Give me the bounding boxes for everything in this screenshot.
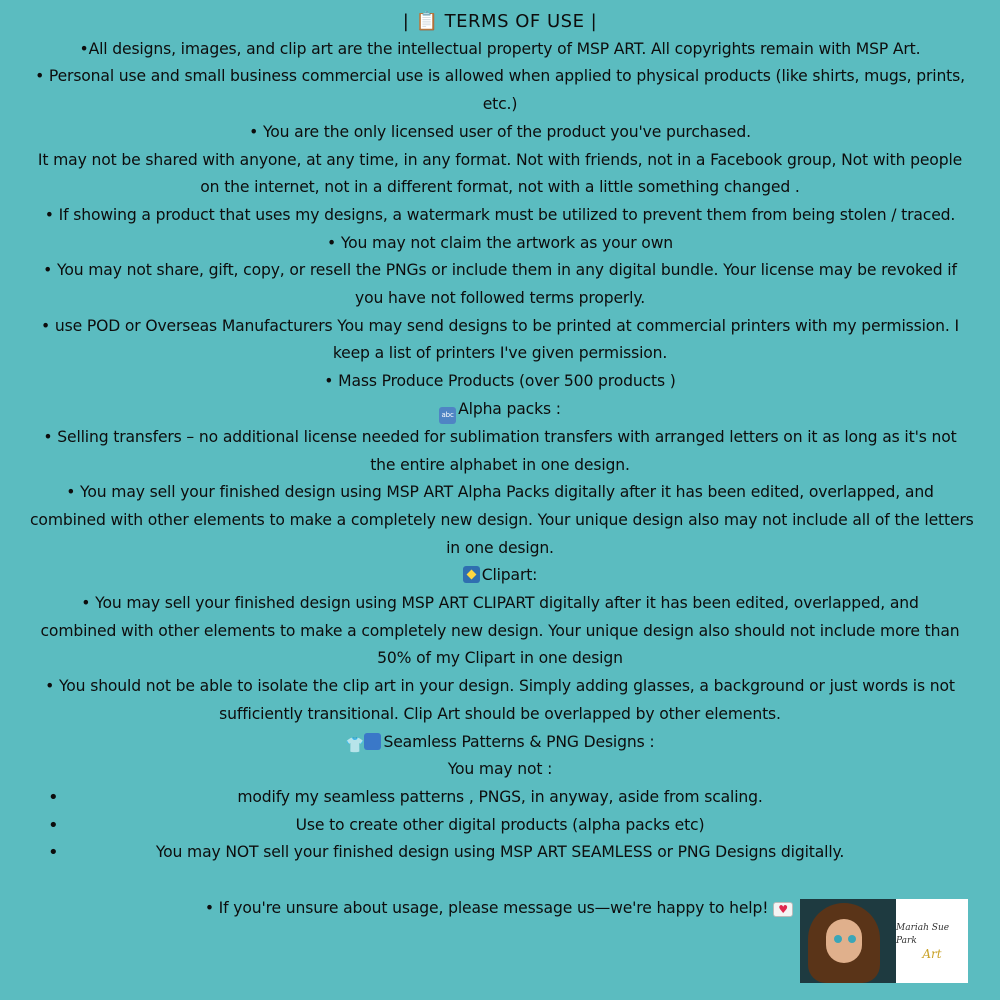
avatar (800, 899, 896, 983)
alpha-line: the entire alphabet in one design. (370, 455, 630, 474)
list-item-text: Use to create other digital products (alpha packs etc) (295, 815, 705, 834)
terms-line: • You are the only licensed user of the product you've purchased. (249, 122, 751, 141)
eye-shape (834, 935, 842, 943)
clipart-line: sufficiently transitional. Clip Art should be overlapped by other elements. (219, 704, 781, 723)
alpha-line: • You may sell your finished design using MSP ART Alpha Packs digitally after it has been edited, overlapped, and (66, 483, 934, 502)
list-item (30, 839, 970, 867)
logo-name: Mariah Sue Park (896, 922, 950, 946)
clipart-section-heading (30, 562, 970, 590)
brand-logo (800, 899, 968, 983)
bullet-glyph: • (48, 814, 59, 836)
list-item-text: You may NOT sell your finished design using MSP ART SEAMLESS or PNG Designs digitally. (155, 843, 845, 862)
alpha-section-heading (30, 396, 970, 424)
list-item-text: modify my seamless patterns , PNGS, in anyway, aside from scaling. (237, 787, 763, 806)
bullet-glyph: • (48, 786, 59, 808)
terms-line: •All designs, images, and clip art are the intellectual property of MSP ART. All copyrights remain with MSP Art. (79, 39, 921, 58)
terms-line: • You may not share, gift, copy, or resell the PNGs or include them in any digital bundle. Your license may be revoked if (43, 261, 957, 280)
terms-line: etc.) (482, 95, 518, 114)
spacer (30, 867, 970, 895)
terms-line: keep a list of printers I've given permission. (332, 344, 668, 363)
clipart-heading: Clipart: (481, 566, 538, 585)
terms-line: • If showing a product that uses my designs, a watermark must be utilized to prevent them from being stolen / traced. (44, 205, 956, 224)
bullet-glyph: • (48, 842, 59, 864)
terms-line: on the internet, not in a different format, not with a little something changed . (200, 178, 800, 197)
alpha-line: • Selling transfers – no additional license needed for sublimation transfers with arranged letters on it as long as it's not (43, 427, 957, 446)
may-not-label: You may not : (447, 760, 553, 779)
abc-icon: abc (439, 407, 456, 424)
terms-document (30, 8, 974, 922)
clipart-line: combined with other elements to make a completely new design. Your unique design also should not include more than (40, 621, 960, 640)
terms-line: • Mass Produce Products (over 500 products ) (324, 372, 676, 391)
list-item (30, 784, 970, 812)
shirt-icon: 👕 (345, 735, 365, 754)
face-shape (826, 919, 862, 963)
alpha-line: combined with other elements to make a completely new design. Your unique design also may not include all of the letters (30, 510, 974, 529)
love-letter-icon (773, 902, 793, 917)
terms-line: • Personal use and small business commercial use is allowed when applied to physical products (like shirts, mugs, prints, (35, 67, 965, 86)
closing-text: • If you're unsure about usage, please message us—we're happy to help! (204, 898, 769, 917)
clipart-line: • You should not be able to isolate the clip art in your design. Simply adding glasses, a background or just words is not (45, 677, 955, 696)
seamless-section-heading (30, 729, 970, 757)
alpha-heading: Alpha packs : (458, 399, 561, 418)
may-not-list (30, 784, 970, 867)
alpha-line: in one design. (446, 538, 554, 557)
clipart-line: 50% of my Clipart in one design (377, 649, 623, 668)
eye-shape (848, 935, 856, 943)
logo-wordmark (896, 899, 968, 983)
list-item (30, 812, 970, 840)
ruler-icon (364, 733, 381, 750)
sparkle-picture-icon (463, 566, 480, 583)
seamless-heading: Seamless Patterns & PNG Designs : (383, 732, 655, 751)
logo-art: Art (922, 946, 942, 961)
terms-line: • You may not claim the artwork as your own (326, 233, 674, 252)
terms-line: you have not followed terms properly. (354, 289, 646, 308)
page-title: | 📋 TERMS OF USE | (402, 11, 598, 32)
terms-line: • use POD or Overseas Manufacturers You may send designs to be printed at commercial printers with my permission. I (41, 316, 959, 335)
clipart-line: • You may sell your finished design using MSP ART CLIPART digitally after it has been edited, overlapped, and (81, 594, 919, 613)
terms-line: It may not be shared with anyone, at any time, in any format. Not with friends, not in a Facebook group, Not with people (37, 150, 963, 169)
